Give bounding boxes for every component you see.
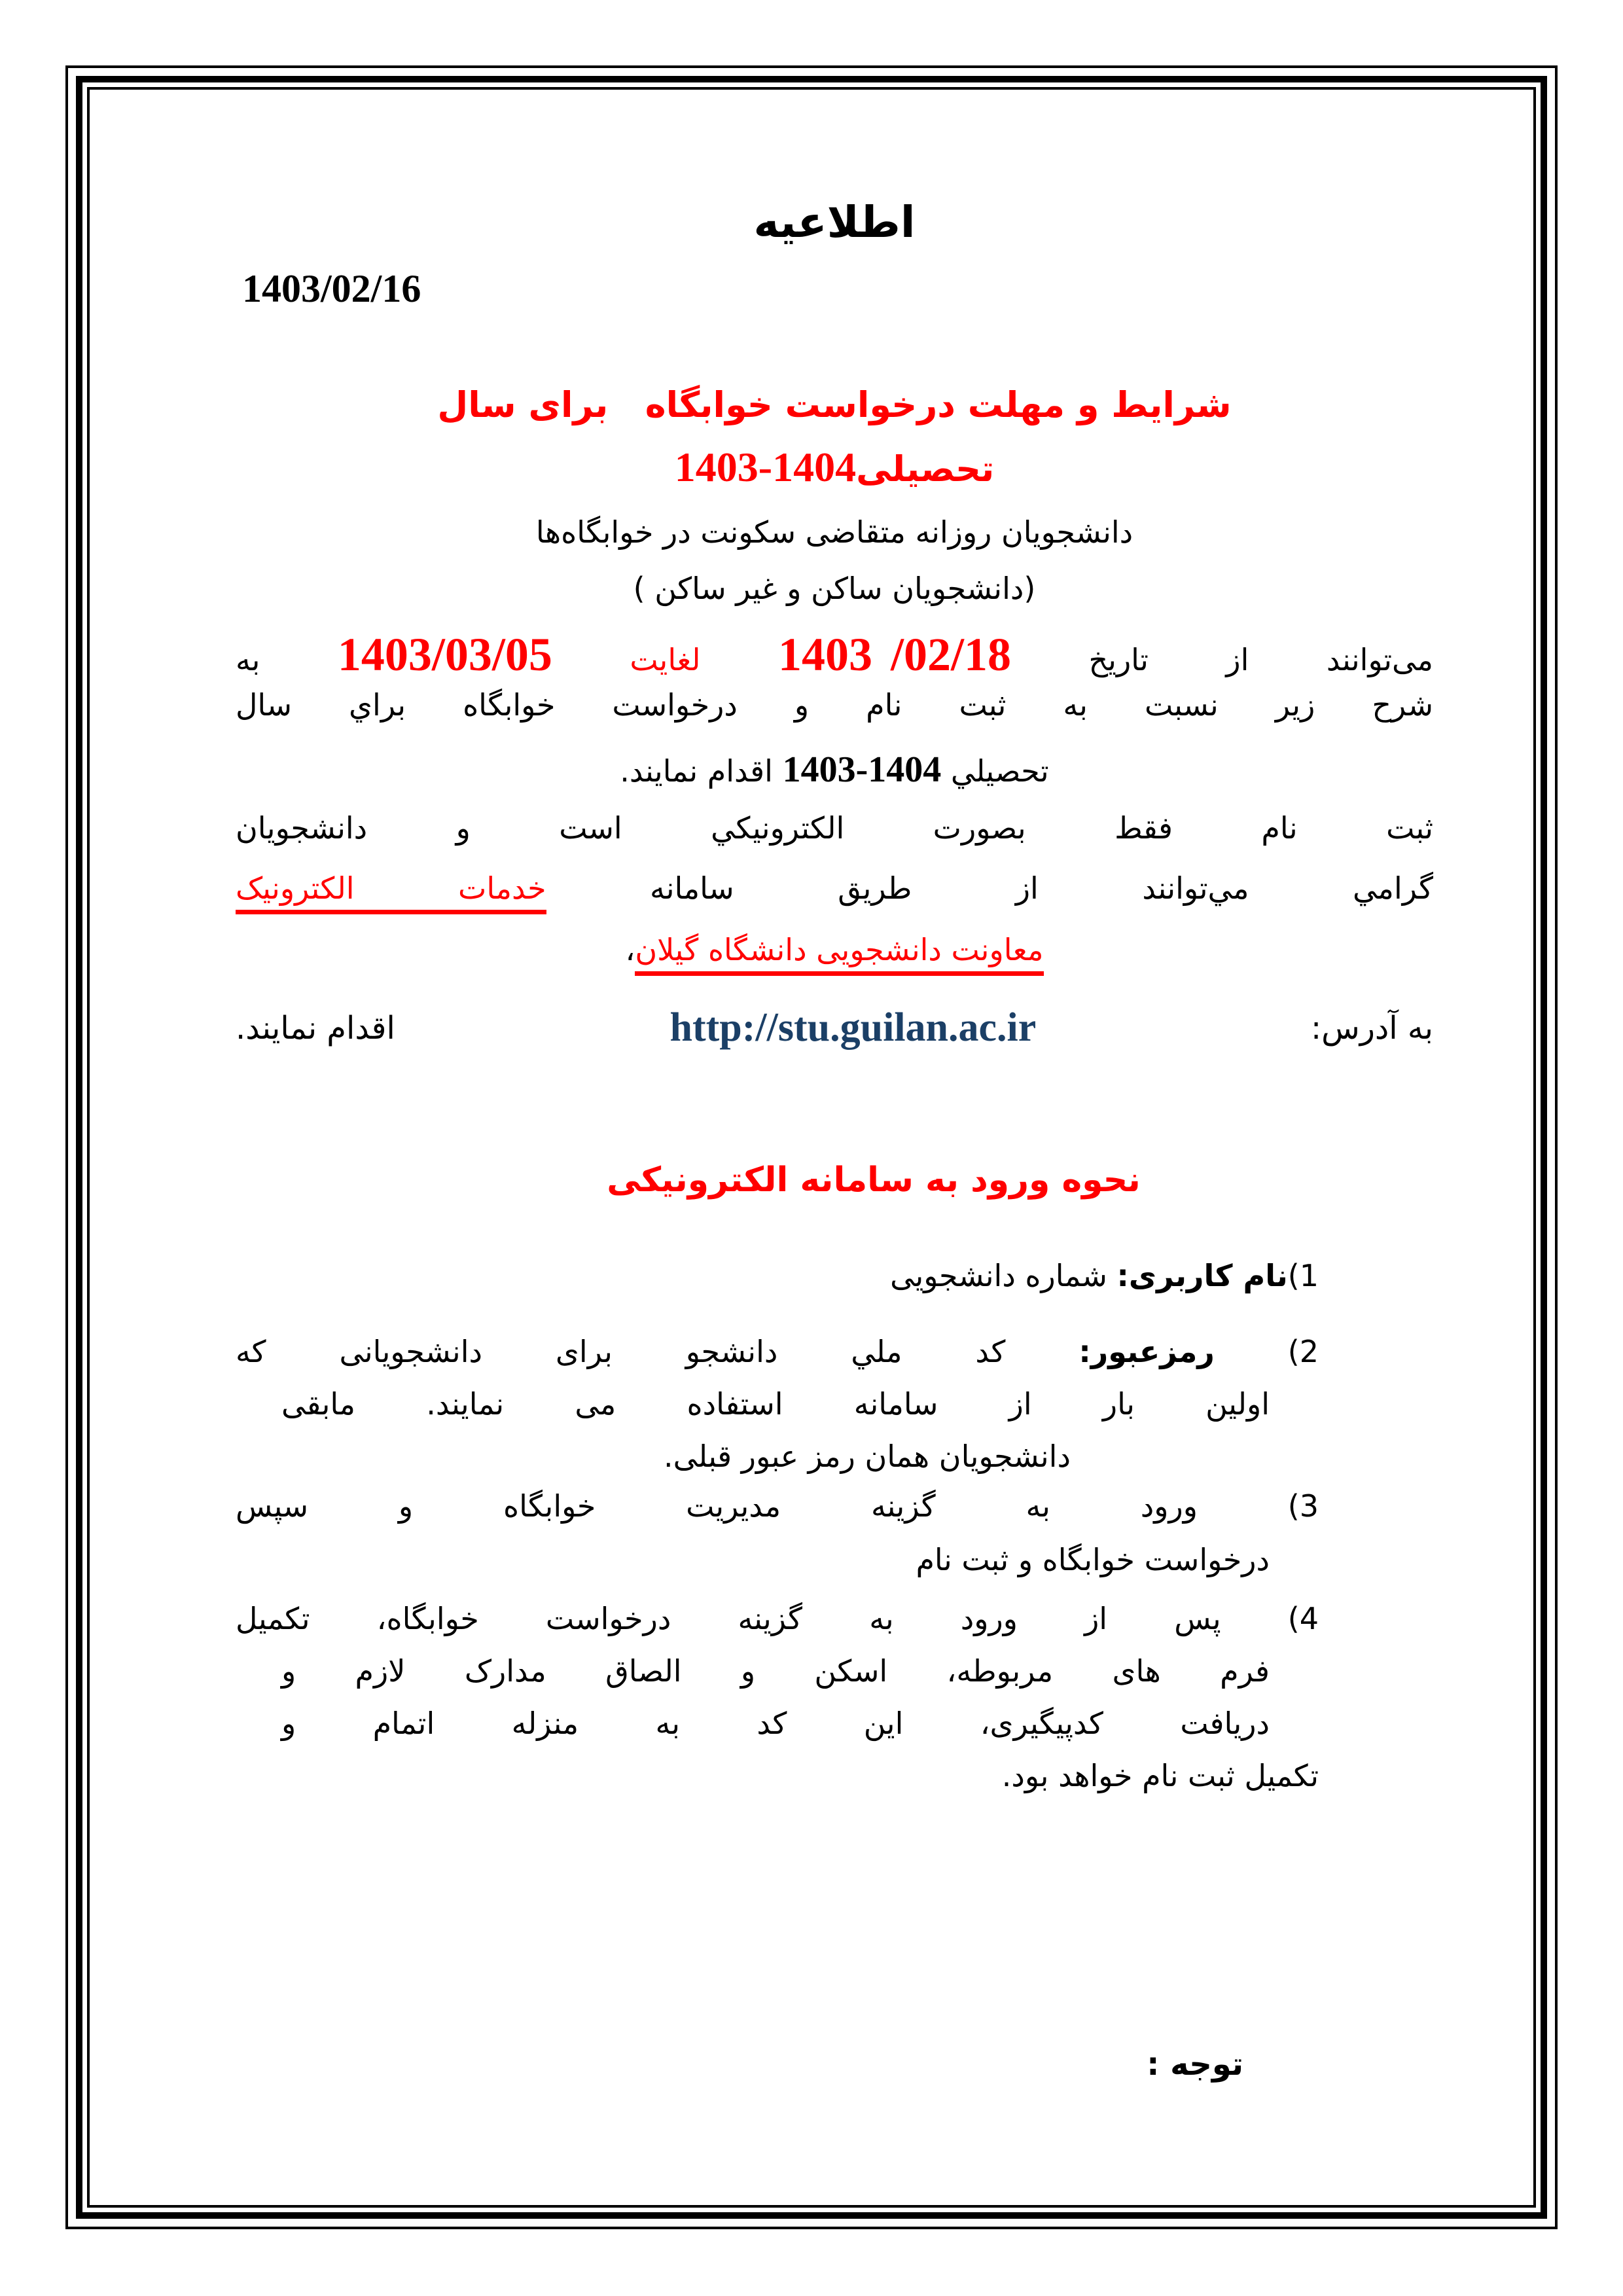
period-line-3 xyxy=(236,744,1433,797)
register-line-2 xyxy=(236,867,1433,910)
register-comma: ، xyxy=(625,932,635,967)
step-4-line-1: 4) پس از ورود به گزینه درخواست خوابگاه، تکمیل xyxy=(236,1601,1319,1636)
period-academic-years: 1403-1404 xyxy=(782,749,942,790)
deputy-link-text[interactable]: معاونت دانشجویی دانشگاه گیلان xyxy=(635,932,1043,976)
period-action: اقدام نمایند. xyxy=(620,753,783,789)
document-title: اطلاعیه xyxy=(753,197,916,247)
step-4-line-2: فرم های مربوطه، اسکن و الصاق مدارک لازم و xyxy=(281,1653,1270,1689)
step-2-label: رمزعبور: xyxy=(1079,1334,1215,1369)
period-year-word: تحصیلي xyxy=(941,753,1049,789)
period-start-year: 1403 xyxy=(778,628,872,681)
step-1-label: نام کاربری: xyxy=(1116,1258,1288,1293)
register-line-1: ثبت نام فقط بصورت الکترونیکي است و دانشجویان xyxy=(236,810,1433,846)
intro-line-2: (دانشجویان ساکن و غیر ساکن ) xyxy=(633,571,1036,606)
document-content xyxy=(236,0,1433,2296)
step-2-number: 2) xyxy=(1214,1334,1319,1369)
step-2-line-3: دانشجویان همان رمز عبور قبلی. xyxy=(664,1439,1071,1474)
intro-line-1: دانشجویان روزانه متقاضی سکونت در خوابگاه‌ها xyxy=(535,514,1133,550)
period-until-word: لغایت xyxy=(552,642,778,677)
address-line xyxy=(236,1005,1433,1051)
step-1 xyxy=(236,1254,1319,1298)
period-line-2: شرح زیر نسبت به ثبت نام و درخواست خوابگاه براي سال xyxy=(236,687,1433,723)
step-1-number: 1) xyxy=(1287,1258,1319,1293)
step-1-text: شماره دانشجویی xyxy=(890,1258,1117,1293)
period-start-day: /02/18 xyxy=(891,628,1012,681)
main-heading-line-2 xyxy=(236,437,1433,498)
step-3-line-2: درخواست خوابگاه و ثبت نام xyxy=(916,1542,1270,1577)
period-end-date: 1403/03/05 xyxy=(337,628,552,681)
section2-heading: نحوه ورود به سامانه الکترونیکی xyxy=(607,1160,1141,1200)
period-lead: می‌توانند از تاریخ xyxy=(1011,642,1433,677)
attention-label: توجه : xyxy=(1147,2046,1243,2083)
issue-date: 1403/02/16 xyxy=(242,267,421,310)
register-line-3 xyxy=(236,928,1433,972)
address-lead: به آدرس: xyxy=(1310,1009,1433,1047)
services-link-text[interactable]: خدمات الکترونیک xyxy=(236,870,546,914)
heading-academic-years: 1403-1404 xyxy=(674,444,857,490)
period-line-1 xyxy=(236,620,1433,689)
main-heading-line-1: شرایط و مهلت درخواست خوابگاه برای سال xyxy=(437,384,1232,425)
address-tail: اقدام نمایند. xyxy=(236,1009,395,1047)
step-4-line-4: تکمیل ثبت نام خواهد بود. xyxy=(1001,1758,1319,1793)
portal-url-link[interactable]: http://stu.guilan.ac.ir xyxy=(669,1005,1037,1050)
step-2-line-2: اولین بار از سامانه استفاده می نمایند. مابقی xyxy=(281,1386,1270,1422)
step-3-line-1: 3) ورود به گزینه مدیریت خوابگاه و سپس xyxy=(236,1488,1319,1524)
step-2-text: کد ملي دانشجو برای دانشجویانی که xyxy=(236,1334,1079,1369)
heading-year-word: تحصیلی xyxy=(856,448,995,490)
register-lead: گرامي مي‌توانند از طریق سامانه xyxy=(546,870,1433,906)
step-4-line-3: دریافت کدپیگیری، این کد به منزله اتمام و xyxy=(281,1706,1270,1741)
period-tail: به xyxy=(236,642,338,677)
step-2-line-1 xyxy=(236,1330,1319,1374)
